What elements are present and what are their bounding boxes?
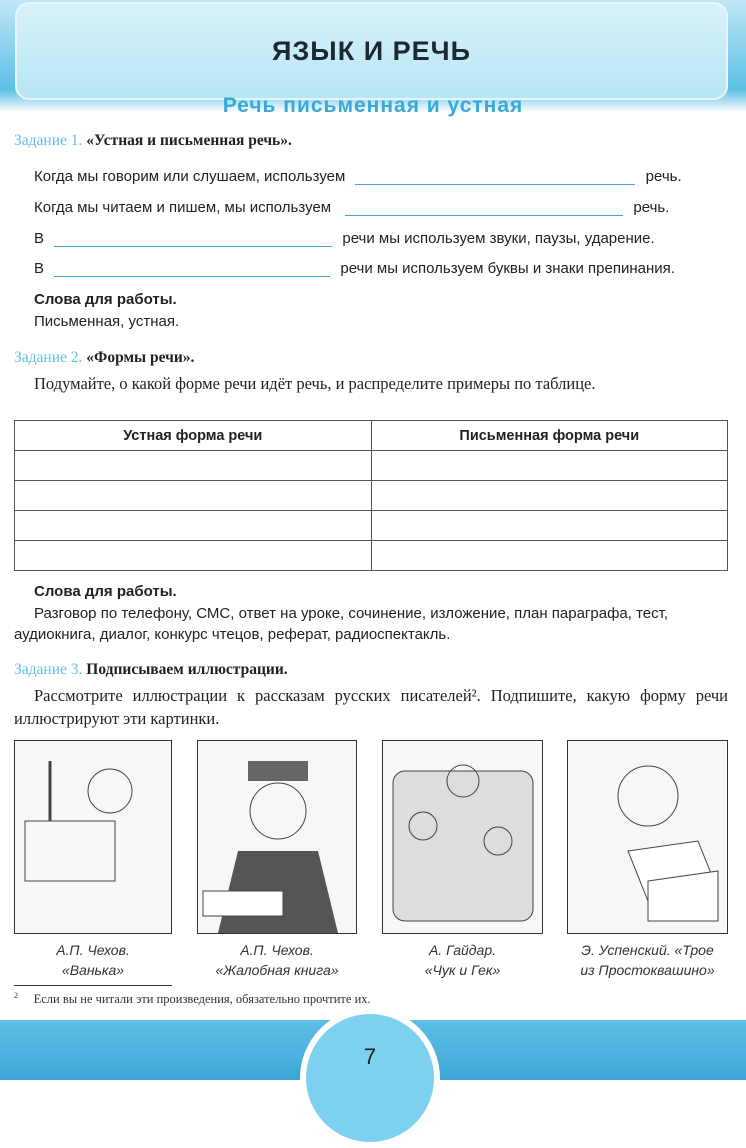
caption: А.П. Чехов. «Ванька» [56,942,130,978]
caption: А. Гайдар. «Чук и Гек» [424,942,501,978]
words-list: Разговор по телефону, СМС, ответ на уроке, сочинение, изложение, план параграфа, тест, аудиокнига, диалог, конкурс чтецов, реферат, радиоспектакль. [14,605,669,643]
column-header: Устная форма речи [15,421,372,451]
page-number-circle [300,1008,440,1148]
task1-line: Когда мы читаем и пишем, мы используем речь. [34,199,670,216]
table-cell[interactable] [15,481,372,511]
answer-blank[interactable] [345,202,623,216]
table-cell[interactable] [15,511,372,541]
task1-line: В речи мы используем звуки, паузы, ударение. [34,230,655,247]
task3-heading: Задание 3. Подписываем иллюстрации. [14,661,288,678]
task1-heading: Задание 1. «Устная и письменная речь». [14,132,292,149]
words-heading: Слова для работы. [34,583,177,600]
table-cell[interactable] [15,541,372,571]
illustration-complaint-book [197,740,357,934]
words-heading: Слова для работы. [34,291,177,308]
task1-line: Когда мы говорим или слушаем, используем речь. [34,168,682,185]
illustration-vanka [14,740,172,934]
forms-table [14,420,728,571]
caption: А.П. Чехов. «Жалобная книга» [215,942,339,978]
task1-line: В речи мы используем буквы и знаки препинания. [34,260,675,277]
page-number: 7 [363,1044,377,1069]
answer-blank[interactable] [355,171,635,185]
answer-blank[interactable] [54,233,332,247]
footnote-rule [14,985,172,986]
task3-instruction: Рассмотрите иллюстрации к рассказам русских писателей². Подпишите, какую форму речи иллюстрируют эти картинки. [14,686,728,728]
answer-blank[interactable] [54,263,330,277]
chapter-banner [15,2,728,100]
table-cell[interactable] [15,451,372,481]
words-list: Письменная, устная. [34,313,180,330]
footnote: $^2$ Если вы не читали эти произведения, обязательно прочтите их. [14,991,371,1007]
table-cell[interactable] [371,541,728,571]
lesson-title: Речь письменная и устная [222,94,524,117]
table-cell[interactable] [371,481,728,511]
task2-instruction: Подумайте, о какой форме речи идёт речь, и распределите примеры по таблице. [34,374,596,393]
table-cell[interactable] [371,511,728,541]
table-cell[interactable] [371,451,728,481]
illustration-prostokvashino [567,740,728,934]
chapter-title: ЯЗЫК И РЕЧЬ [271,35,472,66]
column-header: Письменная форма речи [371,421,728,451]
illustration-chuk-and-gek [382,740,543,934]
task2-heading: Задание 2. «Формы речи». [14,349,195,366]
caption: Э. Успенский. «Трое из Простоквашино» [580,942,715,978]
